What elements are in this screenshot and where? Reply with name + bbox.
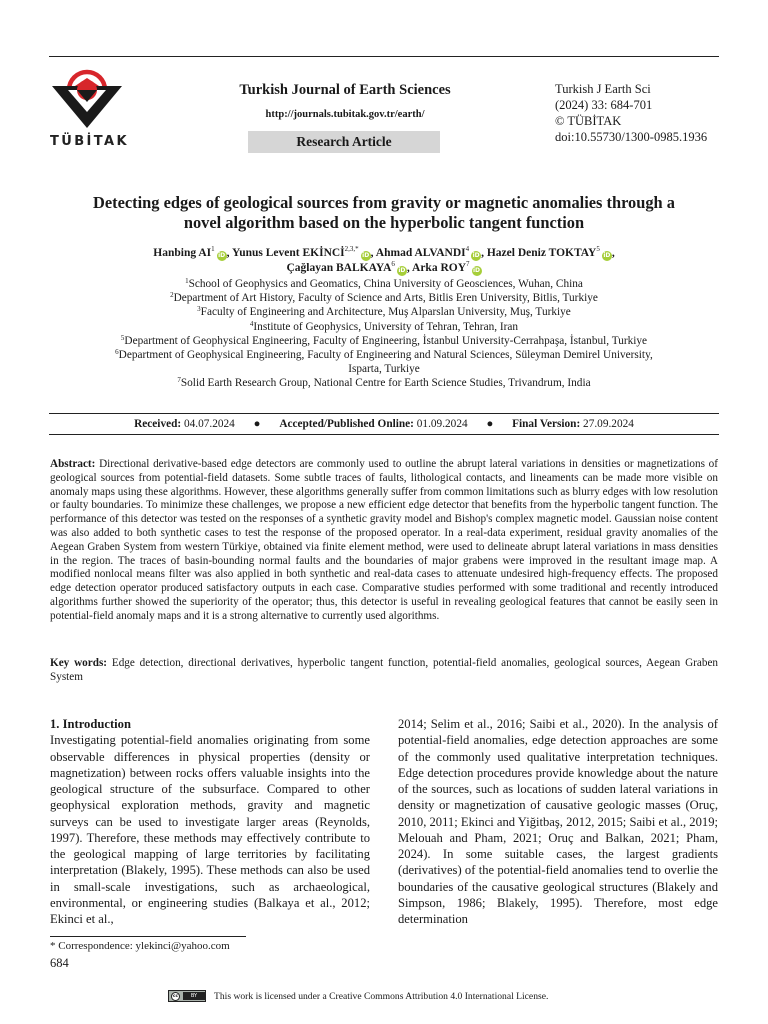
final-label: Final Version: xyxy=(512,418,581,430)
author-name: Hanbing AI xyxy=(153,247,212,259)
author-sup: 4 xyxy=(465,245,470,253)
author-sup: 6 xyxy=(391,260,395,268)
orcid-icon[interactable]: iD xyxy=(362,252,370,259)
affiliation xyxy=(50,305,718,319)
affiliation xyxy=(50,291,718,305)
abstract-label: Abstract: xyxy=(50,458,96,470)
affiliation xyxy=(50,320,718,334)
final-date: 27.09.2024 xyxy=(583,418,634,430)
affiliation-sup: 5 xyxy=(120,333,125,342)
bullet-separator: ● xyxy=(486,418,494,430)
affiliation-text: Isparta, Turkiye xyxy=(348,363,420,376)
accepted-date: 01.09.2024 xyxy=(416,418,468,430)
author-sup: 5 xyxy=(596,245,600,253)
journal-title: Turkish Journal of Earth Sciences xyxy=(239,82,451,98)
top-rule xyxy=(49,56,719,57)
affiliation xyxy=(50,362,718,376)
citation-doi[interactable]: doi:10.55730/1300-0985.1936 xyxy=(555,130,708,144)
cc-by-badge-icon[interactable] xyxy=(168,990,206,1002)
affiliation-text: Solid Earth Research Group, National Centre for Earth Science Studies, Trivandrum, India xyxy=(180,377,591,390)
article-type-badge: Research Article xyxy=(248,131,440,153)
author-sup: 1 xyxy=(211,245,215,253)
journal-url[interactable]: http://journals.tubitak.gov.tr/earth/ xyxy=(265,109,425,120)
author-sup: 2,3,* xyxy=(344,245,359,253)
orcid-icon[interactable]: iD xyxy=(398,267,406,274)
affiliation-text: Department of Art History, Faculty of Science and Arts, Bitlis Eren University, Bitlis, Turkiye xyxy=(173,292,598,305)
citation-block xyxy=(555,81,707,145)
affiliation xyxy=(50,376,718,390)
keywords xyxy=(50,656,718,684)
orcid-icon[interactable]: iD xyxy=(218,252,226,259)
citation-volume: (2024) 33: 684-701 xyxy=(555,98,653,112)
affiliation-text: Institute of Geophysics, University of Tehran, Tehran, Iran xyxy=(253,320,519,333)
paper-title-line: Detecting edges of geological sources from gravity or magnetic anomalies through a xyxy=(93,193,675,212)
body-column-left xyxy=(50,716,370,927)
body-column-right xyxy=(398,716,718,927)
abstract xyxy=(50,458,718,624)
footnote-rule xyxy=(50,936,246,937)
affiliation-sup: 2 xyxy=(170,291,174,300)
author-name: Yunus Levent EKİNCİ xyxy=(231,247,345,259)
page-number: 684 xyxy=(50,956,69,970)
author-sup: 7 xyxy=(466,260,470,268)
affiliation-text: Department of Geophysical Engineering, Faculty of Engineering and Natural Sciences, Süleyman Demirel University, xyxy=(118,349,653,362)
by-icon: BY xyxy=(183,992,205,1000)
affiliation-sup: 3 xyxy=(197,305,201,314)
license-line xyxy=(168,989,548,1003)
bullet-separator: ● xyxy=(253,418,261,430)
body-paragraph: Investigating potential-field anomalies originating from some observable differences in physical properties (density or magnetization) between rocks offers valuable insights into the geological structure of the subsurface. Compared to other geophysical exploration methods, gravity and magnetic surveys can be used to investigate larger areas (Reynolds, 1997). Therefore, these methods may effectively contribute to the geological mapping of large territories by facilitating interpretation (Blakely, 1995). These methods can also be used in small-scale investigations, such as archaeological, environmental, or engineering studies (Balkaya et al., 2012; Ekinci et al., xyxy=(50,733,370,926)
affiliation xyxy=(50,334,718,348)
citation-journal: Turkish J Earth Sci xyxy=(555,82,651,96)
author-list xyxy=(50,246,718,276)
keywords-text: Edge detection, directional derivatives, hyperbolic tangent function, potential-field anomalies, geological sources, Aegean Graben System xyxy=(50,657,719,683)
orcid-icon[interactable]: iD xyxy=(472,252,480,259)
affiliation-list xyxy=(50,277,718,391)
correspondence-footnote: * Correspondence: ylekinci@yahoo.com xyxy=(50,940,230,952)
affiliation-text: School of Geophysics and Geomatics, China University of Geosciences, Wuhan, China xyxy=(188,278,583,290)
cc-icon: cc xyxy=(172,993,179,999)
affiliation-sup: 4 xyxy=(249,319,254,328)
affiliation-sup: 7 xyxy=(177,376,181,385)
abstract-text: Directional derivative-based edge detectors are commonly used to outline the abrupt lateral variations in densities or magnetizations of geological sources from potential-field datasets. Some subtle traces of faults, lithological contacts, and lineaments can be made more visible on anomaly maps using these algorithms. However, these algorithms generally suffer from common limitations such as blurry edges with low resolution or faulty boundaries. To minimize these challenges, we propose a new efficient edge detector that benefits from the hyperbolic tangent function. The performance of this detector was tested on the responses of a synthetic gravity model and Bishop's complex magnetic model. Gaussian noise content was also added to both synthetic cases to test the response of the proposed operator. In a real-data experiment, residual gravity anomalies of the Aegean Graben System from western Türkiye, obtained via finite element method, were used to delineate abrupt lateral variations in mass densities in the region. The traces of basin-bounding normal faults and the boundaries of major grabens were improved in the resultant image map. A modified nonlocal means filter was also applied in both synthetic and real-data cases to attenuate undesired high-frequency effects. The proposed edge detection operator produced satisfactory outputs in each case. Comparative studies performed with some traditional and recently introduced algorithms further showed the superiority of the operator; thus, this detector is useful in revealing geological features that cannot be easily seen in potential-field anomaly maps and it is a strong alternative to currently used algorithms. xyxy=(50,458,718,622)
author-name: Hazel Deniz TOKTAY xyxy=(486,247,597,259)
paper-title-line: novel algorithm based on the hyperbolic tangent function xyxy=(183,213,585,232)
author-name: Arka ROY xyxy=(412,262,467,274)
body-paragraph: 2014; Selim et al., 2016; Saibi et al., 2020). In the analysis of potential-field anomalies, edge detection approaches are some of the commonly used qualitative interpretation techniques. Edge detection procedures provide knowledge about the nature of the sources, such as locations of sudden lateral variations in density or magnetization of causative geologic masses (Oruç, 2010, 2011; Ekinci and Yiğitbaş, 2012, 2015; Saibi et al., 2019; Melouah and Pham, 2021; Oruç and Balkan, 2021; Pham, 2024). In some suitable cases, the largest gradients (derivatives) of the potential-field anomalies tend to overlie the boundaries of the causative geological structures (Blakely and Simpson, 1986; Blakely, 1995). Therefore, most edge determination xyxy=(398,717,718,926)
logo-wordmark: TÜBİTAK xyxy=(50,134,129,149)
affiliation-sup: 6 xyxy=(115,348,119,357)
paper-title xyxy=(50,193,718,233)
accepted-label: Accepted/Published Online: xyxy=(279,418,414,430)
orcid-icon[interactable]: iD xyxy=(472,267,481,274)
orcid-icon[interactable]: iD xyxy=(603,252,611,259)
affiliation-sup: 1 xyxy=(185,277,189,285)
section-heading: 1. Introduction xyxy=(50,717,131,731)
citation-copyright: © TÜBİTAK xyxy=(555,114,622,128)
author-line: Çağlayan BALKAYA$^6$iD, Arka ROY$^7$iD xyxy=(286,260,481,274)
affiliation-text: Department of Geophysical Engineering, Faculty of Engineering, İstanbul University-Cerrahpaşa, İstanbul, Turkiye xyxy=(124,334,648,347)
license-text[interactable]: This work is licensed under a Creative Commons Attribution 4.0 International License. xyxy=(214,990,549,1002)
affiliation xyxy=(50,348,718,362)
author-line: Hanbing $AI^1iD$, Yunus Levent $EKİNCİ^{2,3,*}iD$, Ahmad ALVANDI$^4$iD, Hazel Deniz TOKTAY$^5$iD, xyxy=(153,245,615,259)
received-date: 04.07.2024 xyxy=(183,418,235,430)
affiliation-text: Faculty of Engineering and Architecture, Muş Alparslan University, Muş, Turkiye xyxy=(200,306,571,319)
author-name: Çağlayan BALKAYA xyxy=(286,262,392,274)
author-name: Ahmad ALVANDI xyxy=(375,247,466,259)
keywords-label: Key words: xyxy=(50,657,108,669)
dates-bar xyxy=(49,413,719,435)
affiliation xyxy=(50,277,718,291)
received-label: Received: xyxy=(134,418,182,430)
